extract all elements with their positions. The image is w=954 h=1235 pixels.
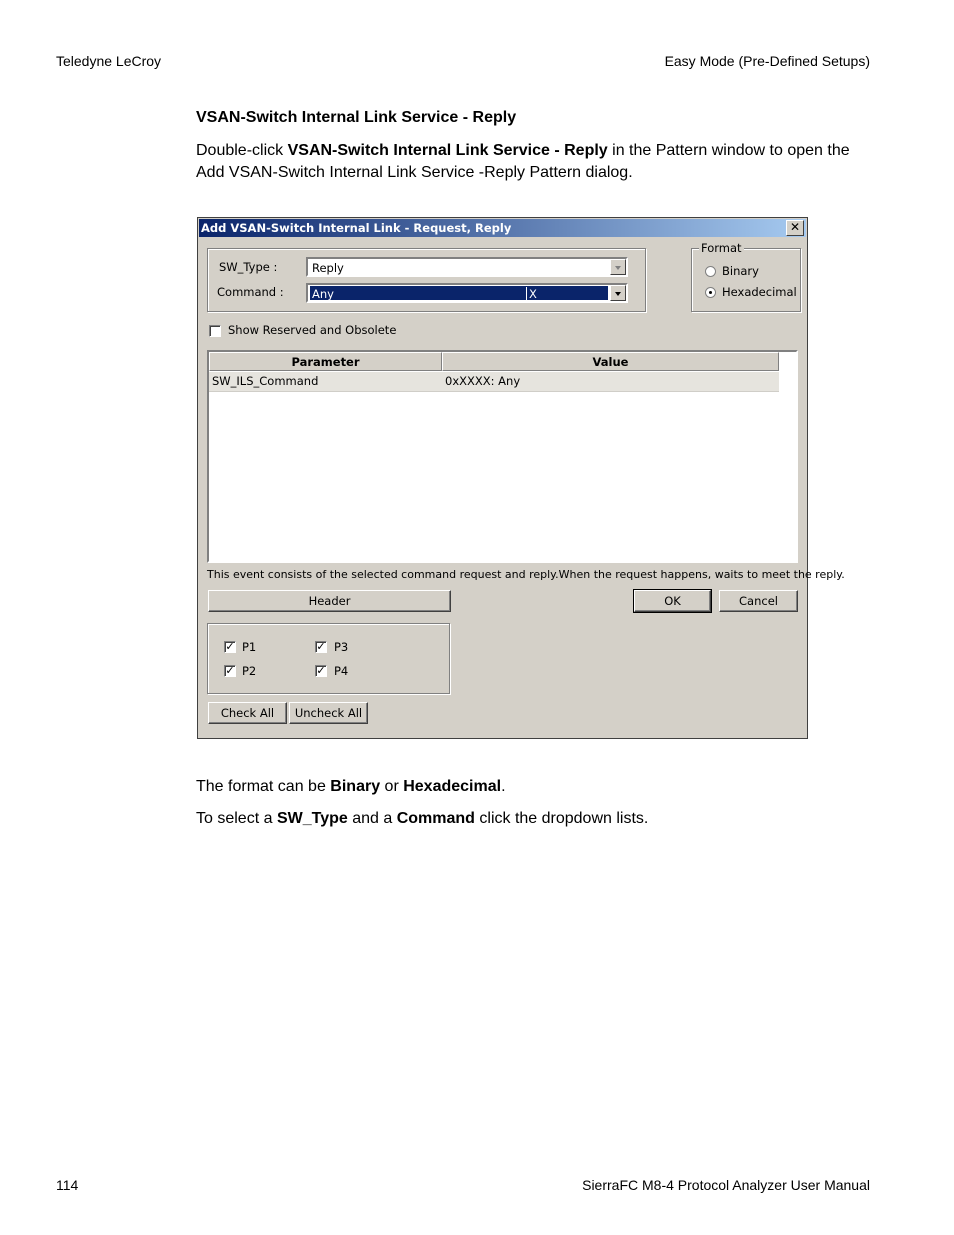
format-sentence-part2: or bbox=[380, 778, 404, 795]
table-row-value[interactable]: 0xXXXX: Any bbox=[442, 372, 779, 392]
sw-type-value: Reply bbox=[312, 261, 344, 275]
description-text: This event consists of the selected command request and reply.When the request happens, waits to meet the reply. bbox=[207, 568, 845, 581]
p1-checkbox[interactable]: ✓ bbox=[225, 640, 235, 653]
radio-hexadecimal[interactable] bbox=[705, 287, 716, 298]
intro-paragraph bbox=[196, 140, 876, 184]
sw-type-label: SW_Type : bbox=[219, 260, 278, 274]
select-swtype-bold: SW_Type bbox=[276, 810, 348, 827]
p1-label: P1 bbox=[242, 640, 257, 654]
p3-label: P3 bbox=[334, 640, 349, 654]
dialog-titlebar bbox=[199, 219, 806, 237]
p3-checkbox[interactable]: ✓ bbox=[316, 640, 326, 653]
format-group bbox=[691, 241, 801, 312]
command-selection bbox=[310, 286, 608, 300]
select-sentence-part2: and a bbox=[347, 810, 397, 827]
manual-title: SierraFC M8-4 Protocol Analyzer User Manual bbox=[582, 1177, 870, 1193]
p4-checkbox[interactable]: ✓ bbox=[316, 664, 326, 677]
show-reserved-label: Show Reserved and Obsolete bbox=[228, 323, 397, 337]
intro-bold: VSAN-Switch Internal Link Service - Reply bbox=[287, 142, 608, 159]
format-binary-bold: Binary bbox=[330, 778, 381, 795]
cancel-button[interactable]: Cancel bbox=[719, 590, 798, 612]
intro-suffix: in the Pattern window to open the Add VSAN-Switch Internal Link Service -Reply Pattern dialog. bbox=[196, 142, 850, 181]
column-header-parameter[interactable]: Parameter bbox=[209, 352, 442, 371]
uncheck-all-button[interactable]: Uncheck All bbox=[289, 702, 368, 724]
radio-hexadecimal-label: Hexadecimal bbox=[722, 285, 797, 299]
chevron-down-icon[interactable] bbox=[610, 285, 626, 301]
ports-group bbox=[207, 623, 450, 694]
show-reserved-checkbox[interactable] bbox=[209, 325, 221, 337]
command-value: Any bbox=[312, 287, 334, 301]
close-icon[interactable]: ✕ bbox=[786, 220, 804, 236]
ok-button[interactable]: OK bbox=[634, 590, 711, 612]
select-sentence-part3: click the dropdown lists. bbox=[474, 810, 649, 827]
check-all-button[interactable]: Check All bbox=[208, 702, 287, 724]
format-sentence bbox=[196, 776, 876, 798]
section-heading: VSAN-Switch Internal Link Service - Reply bbox=[196, 109, 517, 126]
dialog-title: Add VSAN-Switch Internal Link - Request, Reply bbox=[201, 221, 512, 235]
format-group-label: Format bbox=[701, 241, 742, 255]
format-sentence-part1: The format can be bbox=[196, 778, 331, 795]
p2-checkbox[interactable]: ✓ bbox=[225, 664, 235, 677]
page-header-left: Teledyne LeCroy bbox=[56, 53, 162, 69]
p2-label: P2 bbox=[242, 664, 257, 678]
column-header-value[interactable]: Value bbox=[442, 352, 779, 371]
radio-binary-label: Binary bbox=[722, 264, 759, 278]
page-header-right: Easy Mode (Pre-Defined Setups) bbox=[664, 53, 870, 69]
add-vsan-switch-dialog bbox=[197, 217, 845, 739]
table-row-parameter[interactable]: SW_ILS_Command bbox=[209, 372, 442, 392]
chevron-down-icon[interactable] bbox=[610, 259, 626, 275]
intro-prefix: Double-click bbox=[196, 142, 288, 159]
select-sentence bbox=[196, 808, 876, 830]
page-number: 114 bbox=[56, 1177, 79, 1193]
radio-binary[interactable] bbox=[705, 266, 716, 277]
command-value-code: X bbox=[526, 287, 537, 301]
select-sentence-part1: To select a bbox=[196, 810, 277, 827]
p4-label: P4 bbox=[334, 664, 349, 678]
select-command-bold: Command bbox=[396, 810, 475, 827]
header-button[interactable]: Header bbox=[208, 590, 451, 612]
command-label: Command : bbox=[217, 285, 284, 299]
type-command-group bbox=[207, 248, 646, 312]
format-sentence-part3: . bbox=[501, 778, 506, 795]
parameter-table bbox=[207, 350, 798, 563]
command-dropdown[interactable] bbox=[306, 283, 628, 303]
format-hex-bold: Hexadecimal bbox=[403, 778, 502, 795]
sw-type-dropdown[interactable] bbox=[306, 257, 628, 277]
